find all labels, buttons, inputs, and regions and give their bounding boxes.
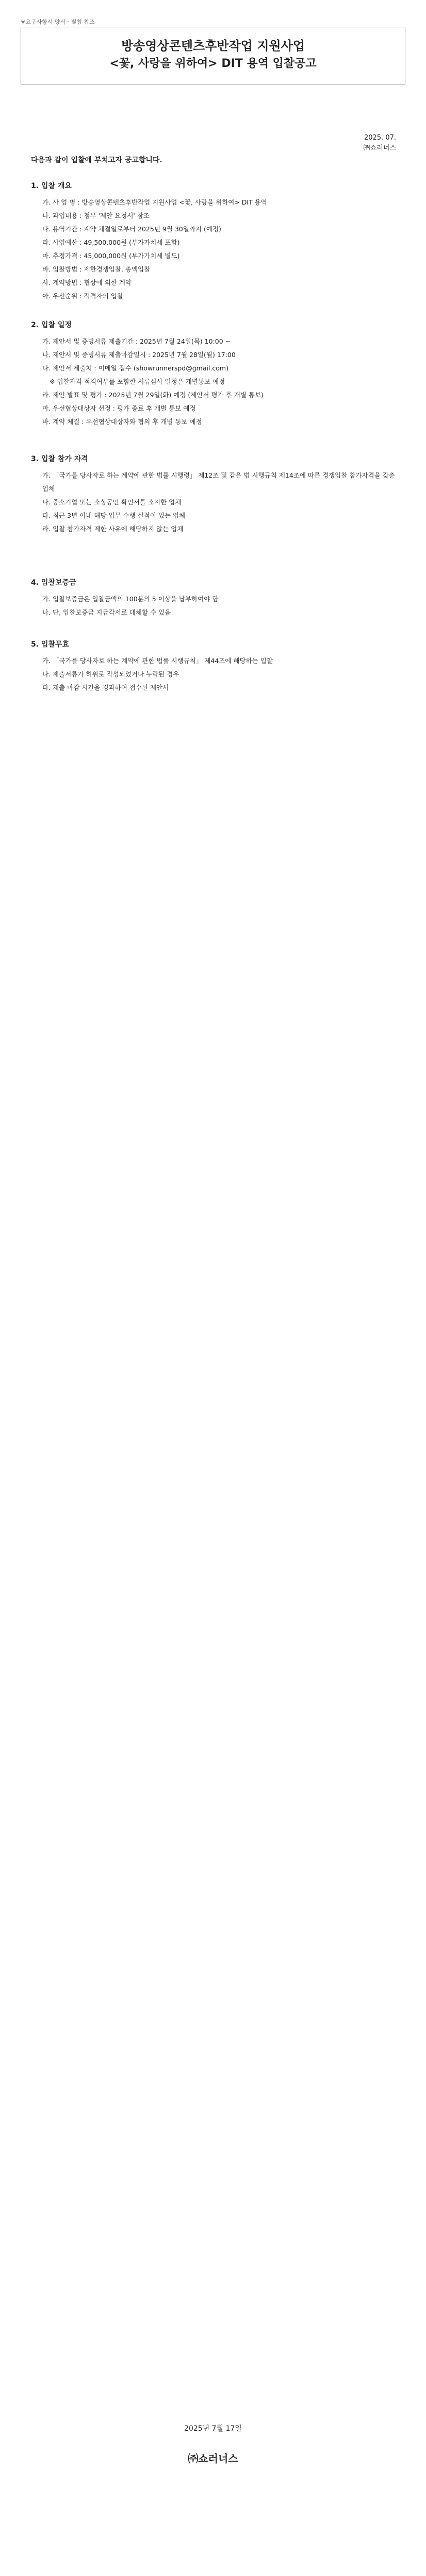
section-line: 가. 사 업 명 : 방송영상콘텐츠후반작업 지원사업 <꽃, 사랑을 위하여> DIT 용역 [42, 198, 267, 206]
section-line: 마. 우선협상대상자 선정 : 평가 종료 후 개별 통보 예정 [42, 404, 196, 412]
intro-text: 다음과 같이 입찰에 부치고자 공고합니다. [31, 156, 162, 164]
section-line: 나. 제안서 및 증빙서류 제출마감일시 : 2025년 7월 28일(월) 17:00 [42, 351, 236, 359]
sign-block [0, 2421, 426, 2465]
section-line: 가. 「국가를 당사자로 하는 계약에 관한 법률 시행령」 제12조 및 같은 법 시행규칙 제14조에 따른 경쟁입찰 참가자격을 갖춘 업체 [42, 471, 395, 493]
section-line: 다. 제안서 제출처 : 이메일 접수 (showrunnerspd@gmail.com) [42, 364, 228, 372]
page-title-line1: 방송영상콘텐츠후반작업 지원사업 [121, 39, 305, 53]
section-line: 가. 「국가를 당사자로 하는 계약에 관한 법률 시행규칙」 제44조에 해당하는 입찰 [42, 657, 273, 665]
section-line: 다. 용역기간 : 계약 체결일로부터 2025년 9월 30일까지 (예정) [42, 225, 221, 233]
section-4 [31, 577, 398, 619]
section-line: 다. 최근 3년 이내 해당 업무 수행 실적이 있는 업체 [42, 512, 186, 519]
section-5 [31, 639, 398, 694]
page-title-line2: <꽃, 사랑을 위하여> DIT 용역 입찰공고 [109, 57, 317, 70]
section-3 [31, 453, 398, 536]
section-line: 나. 제출서류가 허위로 작성되었거나 누락된 경우 [42, 670, 179, 678]
header-note: ※요구사항서 양식 · 별첨 참조 [21, 19, 95, 25]
section-2 [31, 319, 398, 429]
section-title: 4. 입찰보증금 [31, 579, 76, 587]
section-line: 라. 입찰 참가자격 제한 사유에 해당하지 않는 업체 [42, 525, 184, 533]
section-title: 1. 입찰 개요 [31, 182, 72, 190]
section-line: 라. 사업예산 : 49,500,000원 (부가가치세 포함) [42, 239, 180, 246]
section-title: 2. 입찰 일정 [31, 321, 72, 329]
notice-org: ㈜쇼러너스 [363, 144, 396, 152]
section-1 [31, 180, 398, 303]
section-line: 아. 우선순위 : 적격자의 입찰 [42, 292, 123, 300]
notice-date: 2025. 07. [364, 134, 396, 142]
section-line: 다. 제출 마감 시간을 경과하여 접수된 제안서 [42, 684, 169, 691]
section-line: 라. 제안 발표 및 평가 : 2025년 7월 29일(화) 예정 (제안서 평가 후 개별 통보) [42, 391, 264, 399]
section-line: 가. 입찰보증금은 입찰금액의 100분의 5 이상을 납부하여야 함 [42, 595, 219, 603]
section-line: ※ 입찰자격 적격여부를 포함한 서류심사 일정은 개별통보 예정 [50, 378, 225, 385]
section-line: 나. 과업내용 : 첨부 '제안 요청서' 참조 [42, 212, 150, 219]
sign-org: ㈜쇼러너스 [188, 2452, 238, 2465]
section-line: 마. 추정가격 : 45,000,000원 (부가가치세 별도) [42, 252, 180, 260]
section-line: 바. 입찰방법 : 제한경쟁입찰, 총액입찰 [42, 265, 151, 273]
section-title: 5. 입찰무효 [31, 640, 70, 649]
sign-date: 2025년 7월 17일 [184, 2425, 242, 2433]
section-line: 나. 단, 입찰보증금 지급각서로 대체할 수 있음 [42, 608, 171, 616]
title-box [21, 27, 405, 84]
section-title: 3. 입찰 참가 자격 [31, 455, 88, 463]
section-line: 바. 계약 체결 : 우선협상대상자와 협의 후 개별 통보 예정 [42, 418, 202, 426]
section-line: 가. 제안서 및 증빙서류 제출기간 : 2025년 7월 24일(목) 10:00 ~ [42, 337, 231, 345]
section-line: 사. 계약방법 : 협상에 의한 계약 [42, 279, 132, 286]
section-line: 나. 중소기업 또는 소상공인 확인서를 소지한 업체 [42, 498, 182, 506]
date-org [364, 133, 396, 154]
